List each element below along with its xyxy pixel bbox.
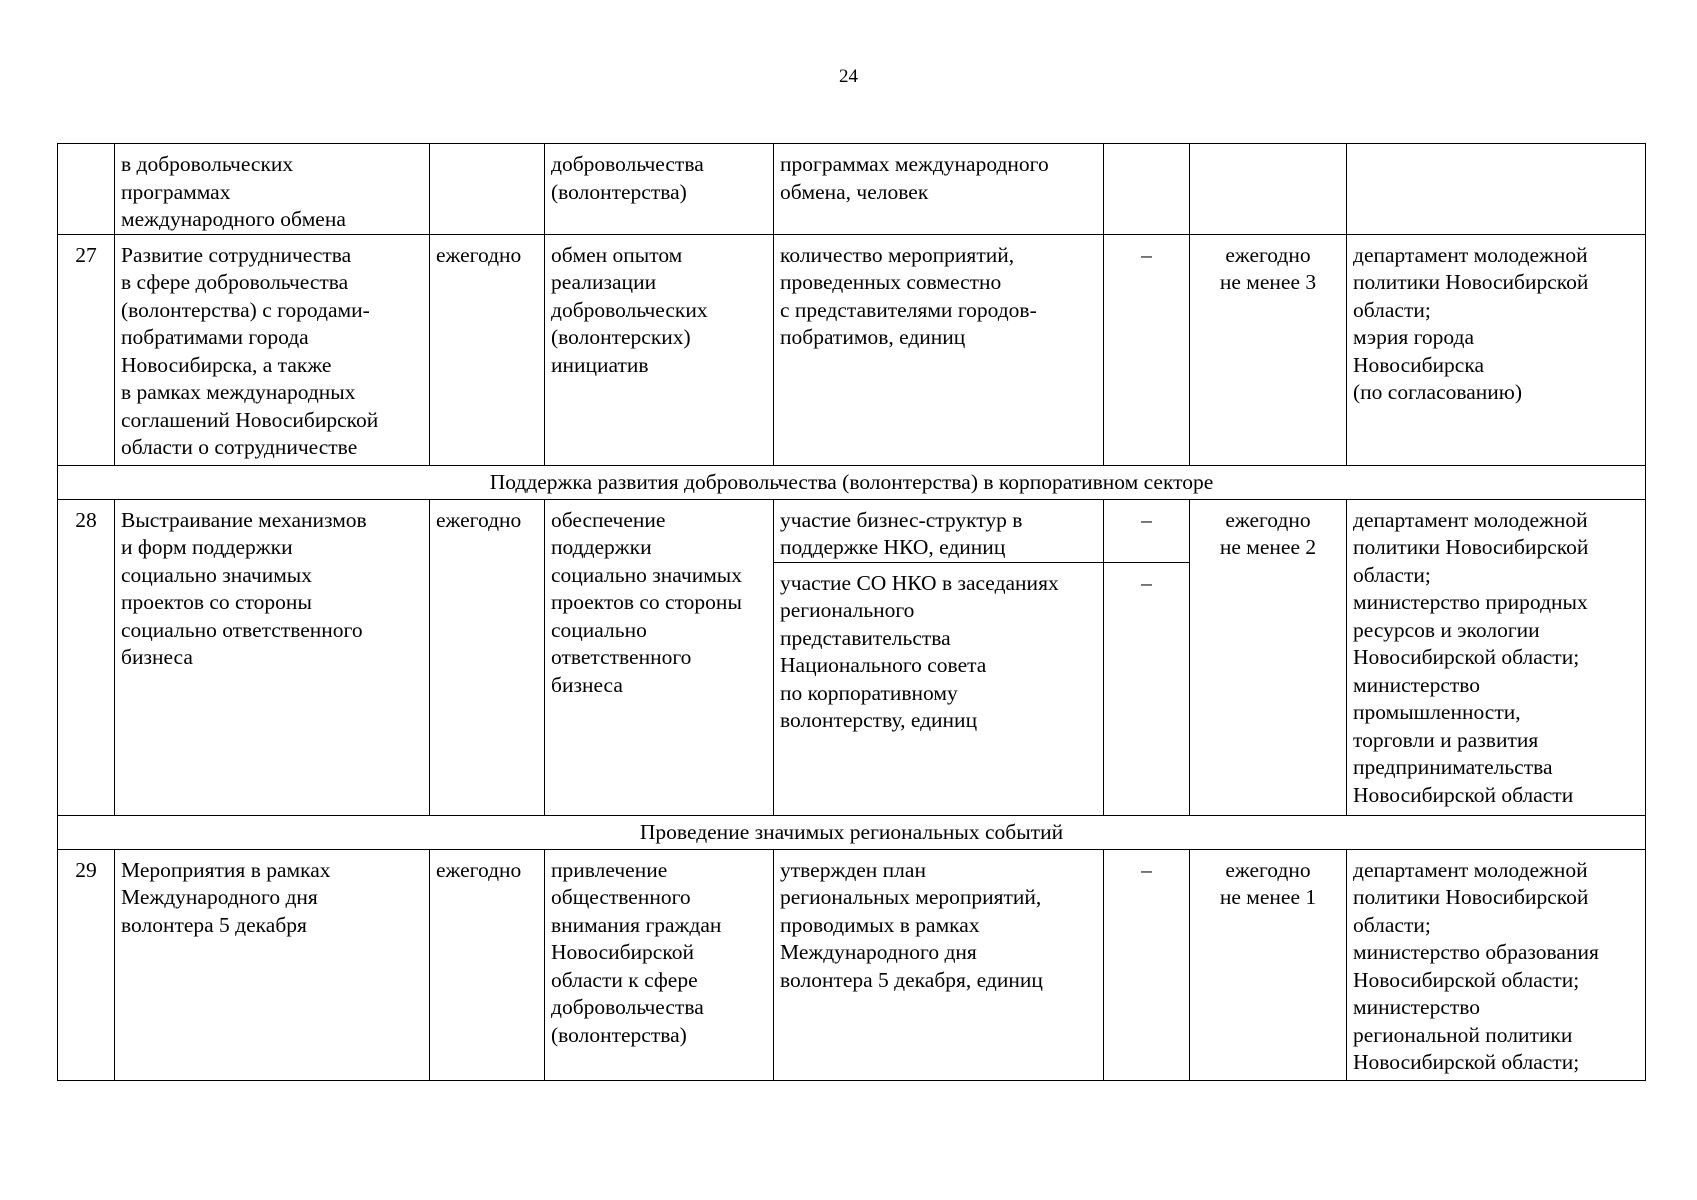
cell-base: – (1104, 849, 1190, 1080)
cell-target: ежегодно не менее 1 (1190, 849, 1347, 1080)
cell-indicator: участие бизнес-структур в поддержке НКО, единиц (774, 499, 1104, 562)
page-number: 24 (839, 66, 858, 87)
cell-target: ежегодно не менее 3 (1190, 234, 1347, 465)
cell-activity: в добровольческих программах международного обмена (115, 144, 430, 235)
cell-result: обеспечение поддержки социально значимых проектов со стороны социально ответственного бизнеса (545, 499, 774, 815)
table-row-28 (58, 499, 1646, 562)
cell-base (1104, 144, 1190, 235)
cell-base: – (1104, 562, 1190, 815)
cell-responsible: департамент молодежной политики Новосибирской области; мэрия города Новосибирска (по согласованию) (1347, 234, 1646, 465)
cell-period: ежегодно (430, 849, 545, 1080)
table-row-27 (58, 234, 1646, 465)
cell-num: 28 (58, 499, 115, 815)
cell-activity: Выстраивание механизмов и форм поддержки социально значимых проектов со стороны социально ответственного бизнеса (115, 499, 430, 815)
cell-period (430, 144, 545, 235)
cell-result: обмен опытом реализации добровольческих (волонтерских) инициатив (545, 234, 774, 465)
cell-indicator: участие СО НКО в заседаниях регионального представительства Национального совета по корпоративному волонтерству, единиц (774, 562, 1104, 815)
section-row (58, 815, 1646, 849)
section-heading: Проведение значимых региональных событий (58, 815, 1646, 849)
cell-responsible (1347, 144, 1646, 235)
cell-activity: Мероприятия в рамках Международного дня волонтера 5 декабря (115, 849, 430, 1080)
cell-result: добровольчества (волонтерства) (545, 144, 774, 235)
cell-result: привлечение общественного внимания граждан Новосибирской области к сфере добровольчества (волонтерства) (545, 849, 774, 1080)
cell-responsible: департамент молодежной политики Новосибирской области; министерство образования Новосибирской области; министерство региональной политики Новосибирской области; (1347, 849, 1646, 1080)
cell-indicator: программах международного обмена, человек (774, 144, 1104, 235)
section-row (58, 465, 1646, 499)
cell-base: – (1104, 499, 1190, 562)
table-row-continued (58, 144, 1646, 235)
plan-table (57, 143, 1646, 1081)
cell-target (1190, 144, 1347, 235)
cell-activity: Развитие сотрудничества в сфере добровольчества (волонтерства) с городами- побратимами города Новосибирска, а также в рамках международных соглашений Новосибирской области о сотрудничестве (115, 234, 430, 465)
cell-indicator: утвержден план региональных мероприятий, проводимых в рамках Международного дня волонтера 5 декабря, единиц (774, 849, 1104, 1080)
cell-num (58, 144, 115, 235)
cell-num: 29 (58, 849, 115, 1080)
cell-base: – (1104, 234, 1190, 465)
cell-period: ежегодно (430, 499, 545, 815)
cell-responsible: департамент молодежной политики Новосибирской области; министерство природных ресурсов и экологии Новосибирской области; министерство промышленности, торговли и развития предпринимательства Новосибирской области (1347, 499, 1646, 815)
cell-target: ежегодно не менее 2 (1190, 499, 1347, 815)
cell-period: ежегодно (430, 234, 545, 465)
cell-num: 27 (58, 234, 115, 465)
table-row-29 (58, 849, 1646, 1080)
cell-indicator: количество мероприятий, проведенных совместно с представителями городов- побратимов, единиц (774, 234, 1104, 465)
section-heading: Поддержка развития добровольчества (волонтерства) в корпоративном секторе (58, 465, 1646, 499)
